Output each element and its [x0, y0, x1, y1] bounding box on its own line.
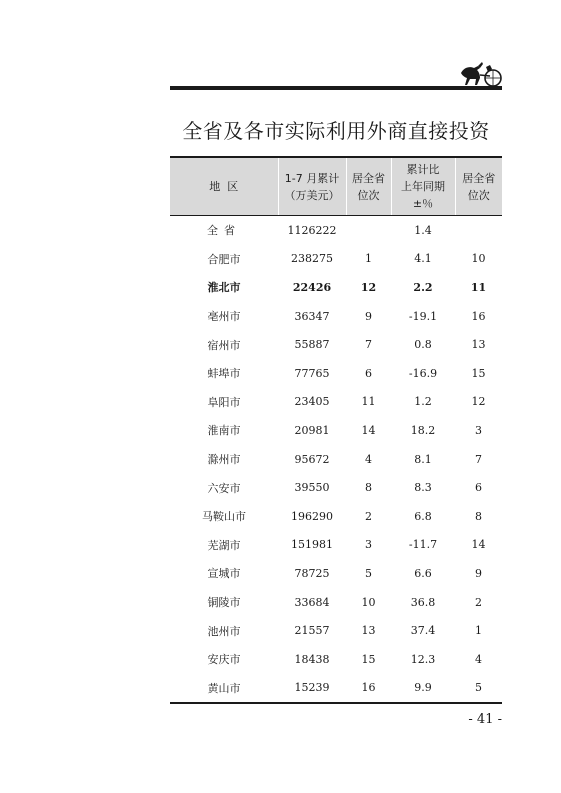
- table-row: [170, 388, 502, 417]
- cell-region: 宣城市: [207, 567, 241, 581]
- cell-change: 0.8: [414, 338, 432, 352]
- cell-rank1: 9: [365, 309, 372, 323]
- cell-value: 55887: [294, 338, 330, 352]
- cell-rank1: 13: [361, 624, 376, 638]
- cell-change: 1.4: [414, 223, 432, 237]
- cell-rank2: [455, 216, 502, 245]
- cell-value: 196290: [291, 509, 333, 523]
- cell-change: 8.1: [414, 452, 432, 466]
- cell-region: 铜陵市: [207, 596, 241, 610]
- header-yoy-line1: 累计比: [406, 163, 440, 176]
- header-cumulative: [278, 157, 346, 216]
- cell-value: 78725: [294, 566, 330, 580]
- cell-rank1: 10: [361, 595, 376, 609]
- cell-change: 12.3: [410, 652, 436, 666]
- cell-rank2: 2: [475, 595, 482, 609]
- cell-change: 6.8: [414, 509, 432, 523]
- cell-region: 安庆市: [207, 653, 241, 667]
- cell-rank1: [346, 216, 391, 245]
- table-row: [170, 416, 502, 445]
- header-region: 地 区: [170, 157, 278, 216]
- header-yoy-line2: 上年同期: [401, 180, 445, 193]
- cell-value: 95672: [294, 452, 330, 466]
- table-row: [170, 674, 502, 704]
- cell-rank2: 10: [471, 252, 486, 266]
- table-row: [170, 330, 502, 359]
- cell-rank1: 1: [365, 252, 372, 266]
- cell-rank2: 16: [471, 309, 486, 323]
- cell-region: 黄山市: [170, 674, 278, 704]
- header-row: [170, 157, 502, 216]
- cell-region: 池州市: [207, 624, 241, 638]
- cell-change: 18.2: [410, 423, 436, 437]
- header-rule: [170, 86, 502, 90]
- horse-chariot-logo: [458, 58, 502, 88]
- cell-change: 1.2: [414, 395, 432, 409]
- table-row: [170, 302, 502, 331]
- table-row: [170, 273, 502, 302]
- cell-rank1: 8: [365, 481, 372, 495]
- header-rank2: 居全省位次: [455, 157, 502, 216]
- table-title: 全省及各市实际利用外商直接投资: [182, 119, 490, 143]
- cell-region: 淮北市: [207, 281, 241, 295]
- header-rank1: 居全省位次: [346, 157, 391, 216]
- table-row: [170, 359, 502, 388]
- header-cumulative-line2: （万美元）: [284, 188, 340, 202]
- cell-change: 9.9: [391, 674, 455, 704]
- cell-value: 36347: [294, 309, 330, 323]
- table-row: [170, 473, 502, 502]
- cell-value: 77765: [294, 366, 330, 380]
- cell-rank1: 7: [365, 338, 372, 352]
- cell-value: 39550: [294, 481, 330, 495]
- cell-value: 15239: [278, 674, 346, 704]
- cell-rank2: 1: [475, 624, 482, 638]
- cell-rank2: 5: [455, 674, 502, 704]
- cell-rank2: 7: [475, 452, 482, 466]
- cell-rank2: 3: [475, 423, 482, 437]
- cell-value: 21557: [294, 624, 330, 638]
- cell-rank2: 11: [470, 280, 487, 294]
- table-row: [170, 445, 502, 474]
- cell-rank2: 13: [471, 338, 486, 352]
- table-row: [170, 502, 502, 531]
- cell-value: 1126222: [287, 223, 337, 237]
- cell-change: 4.1: [414, 252, 432, 266]
- cell-value: 22426: [292, 280, 332, 294]
- cell-rank2: 6: [475, 481, 482, 495]
- cell-rank1: 15: [361, 652, 376, 666]
- cell-region: 马鞍山市: [202, 510, 246, 524]
- cell-value: 151981: [291, 538, 333, 552]
- cell-value: 18438: [294, 652, 330, 666]
- table-row: [170, 531, 502, 560]
- cell-change: -19.1: [408, 309, 438, 323]
- table-row: [170, 616, 502, 645]
- cell-change: 36.8: [410, 595, 436, 609]
- cell-rank1: 2: [365, 509, 372, 523]
- cell-region: 亳州市: [207, 310, 241, 324]
- cell-rank1: 3: [365, 538, 372, 552]
- cell-value: 23405: [294, 395, 330, 409]
- cell-region: 宿州市: [207, 338, 241, 352]
- cell-rank1: 12: [360, 280, 377, 294]
- cell-region: 蚌埠市: [207, 367, 241, 381]
- cell-value: 238275: [291, 252, 333, 266]
- table-row: [170, 588, 502, 617]
- cell-change: 2.2: [413, 280, 433, 294]
- table-row: [170, 245, 502, 274]
- page-number: - 41 -: [468, 712, 502, 727]
- cell-value: 20981: [294, 423, 330, 437]
- header-cumulative-line1: 1-7 月累计: [284, 171, 340, 185]
- cell-region: 芜湖市: [207, 538, 241, 552]
- cell-rank1: 6: [365, 366, 372, 380]
- cell-rank1: 11: [361, 395, 376, 409]
- table-row: [170, 216, 502, 245]
- table-row: [170, 559, 502, 588]
- cell-region: 全省: [207, 224, 241, 238]
- cell-rank2: 9: [475, 566, 482, 580]
- header-yoy: [391, 157, 455, 216]
- cell-change: 6.6: [414, 566, 432, 580]
- cell-rank2: 15: [471, 366, 486, 380]
- cell-region: 滁州市: [207, 453, 241, 467]
- cell-change: -11.7: [408, 538, 438, 552]
- cell-value: 33684: [294, 595, 330, 609]
- cell-rank1: 16: [346, 674, 391, 704]
- cell-rank2: 14: [471, 538, 486, 552]
- cell-rank1: 14: [361, 423, 376, 437]
- cell-rank1: 5: [365, 566, 372, 580]
- cell-region: 六安市: [207, 481, 241, 495]
- fdi-table: [170, 156, 502, 704]
- cell-region: 阜阳市: [207, 395, 241, 409]
- header-yoy-line3: ±％: [412, 197, 434, 210]
- cell-region: 合肥市: [207, 252, 241, 266]
- cell-rank1: 4: [365, 452, 372, 466]
- cell-rank2: 12: [471, 395, 486, 409]
- cell-rank2: 8: [475, 509, 482, 523]
- cell-change: 8.3: [414, 481, 432, 495]
- cell-rank2: 4: [475, 652, 482, 666]
- cell-change: 37.4: [410, 624, 436, 638]
- cell-change: -16.9: [408, 366, 438, 380]
- table-row: [170, 645, 502, 674]
- cell-region: 淮南市: [207, 424, 241, 438]
